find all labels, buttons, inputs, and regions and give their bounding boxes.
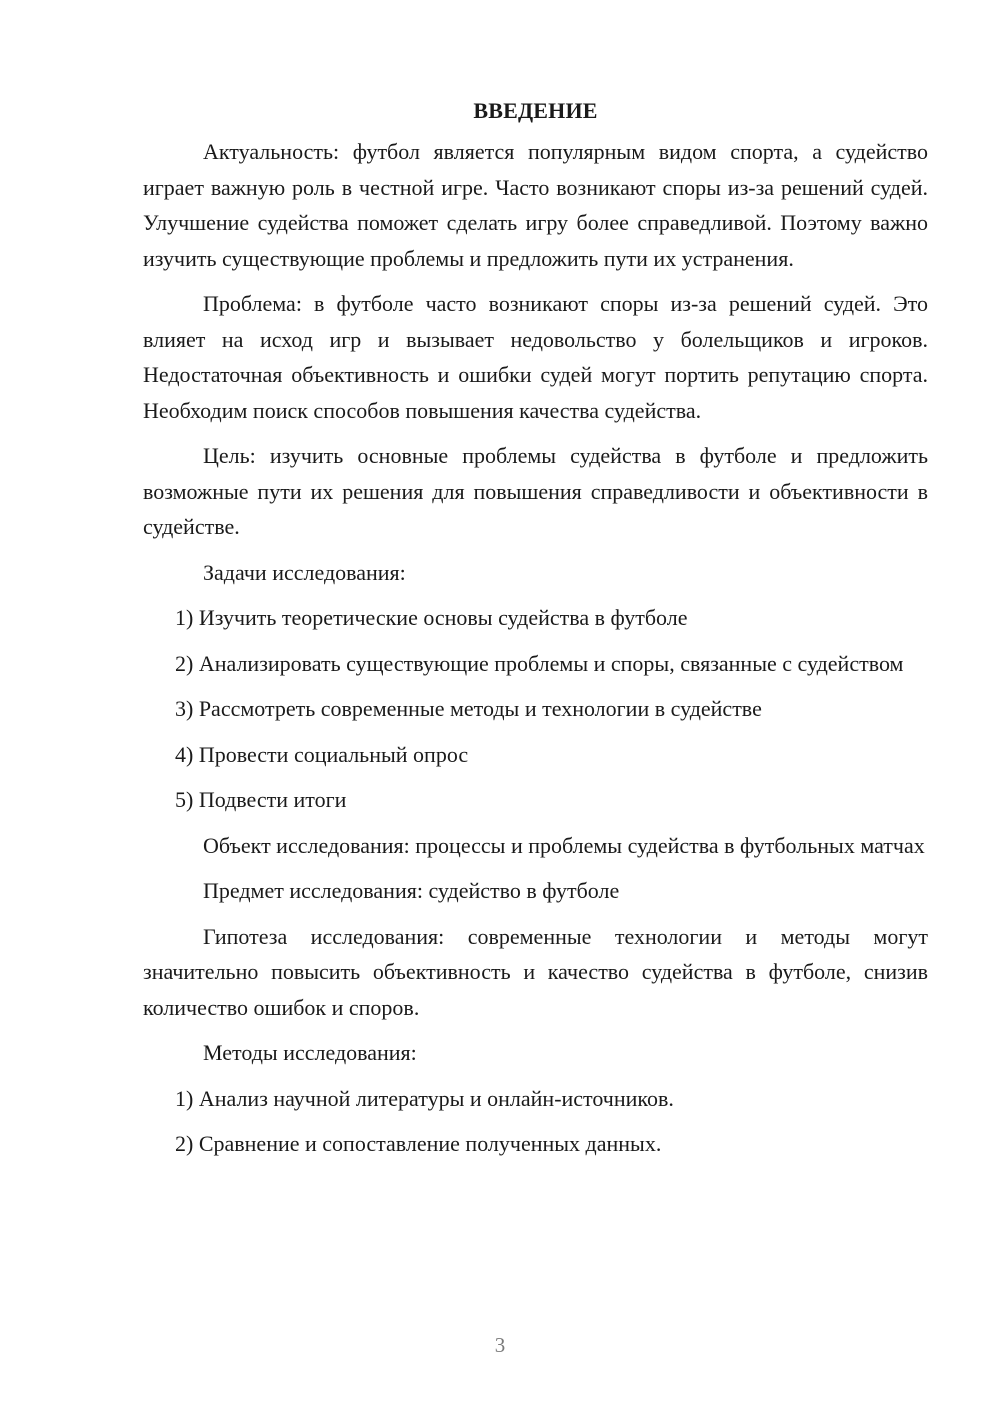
task-item: 5) Подвести итоги (175, 787, 347, 812)
object-paragraph: Объект исследования: процессы и проблемы судейства в футбольных матчах (203, 832, 925, 858)
method-item: 2) Сравнение и сопоставление полученных данных. (175, 1131, 662, 1156)
relevance-paragraph: Актуальность: футбол является популярным видом спорта, а судейство играет важную роль в честной игре. Часто возникают споры из-за решений судей. Улучшение судейства поможет сделать игру более справедливой. Поэтому важно изучить существующие проблемы и предложить пути их устранения. (143, 139, 928, 271)
task-item: 3) Рассмотреть современные методы и технологии в судействе (175, 696, 762, 721)
subject-paragraph: Предмет исследования: судейство в футболе (203, 878, 620, 903)
page-number: 3 (494, 1333, 506, 1357)
document-page (143, 96, 928, 1172)
methods-label: Методы исследования: (203, 1040, 417, 1065)
task-item: 1) Изучить теоретические основы судейства в футболе (175, 605, 688, 630)
hypothesis-paragraph: Гипотеза исследования: современные технологии и методы могут значительно повысить объективность и качество судейства в футболе, снизив количество ошибок и споров. (143, 923, 928, 1020)
section-heading: ВВЕДЕНИЕ (473, 98, 598, 123)
task-item: 4) Провести социальный опрос (175, 741, 469, 767)
method-item: 1) Анализ научной литературы и онлайн-источников. (175, 1085, 674, 1111)
problem-paragraph: Проблема: в футболе часто возникают споры из-за решений судей. Это влияет на исход игр и вызывает недовольство у болельщиков и игроков. Недостаточная объективность и ошибки судей могут портить репутацию спорта. Необходим поиск способов повышения качества судейства. (143, 291, 928, 423)
task-item: 2) Анализировать существующие проблемы и споры, связанные с судейством (175, 650, 904, 676)
goal-paragraph: Цель: изучить основные проблемы судейства в футболе и предложить возможные пути их решения для повышения справедливости и объективности в судействе. (143, 443, 928, 539)
tasks-label: Задачи исследования: (203, 559, 406, 585)
